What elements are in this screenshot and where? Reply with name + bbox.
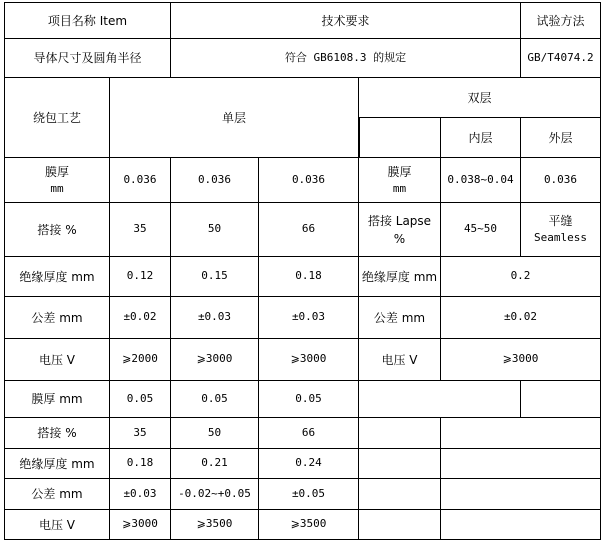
film-label-1-double xyxy=(358,157,441,203)
empty-cell xyxy=(358,509,441,540)
volt-2-c: ⩾3500 xyxy=(258,509,359,540)
overlap-1-outer-en: Seamless xyxy=(534,231,587,245)
overlap-2-a: 35 xyxy=(109,417,171,449)
overlap-1-c: 66 xyxy=(258,202,359,257)
tol-2-b: -0.02~+0.05 xyxy=(170,478,259,510)
overlap-label-2: 搭接 % xyxy=(4,417,110,449)
volt-1-double: ⩾3000 xyxy=(440,338,601,381)
ins-label-2: 绝缘厚度 mm xyxy=(4,448,110,479)
header-requirement: 技术要求 xyxy=(170,2,521,39)
wrapping-label: 绕包工艺 xyxy=(4,77,110,158)
ins-1-a: 0.12 xyxy=(109,256,171,297)
overlap-label-1-double: 搭接 Lapse % xyxy=(358,202,441,257)
header-item-name: 项目名称 Item xyxy=(4,2,171,39)
film-2-a: 0.05 xyxy=(109,380,171,418)
ins-2-c: 0.24 xyxy=(258,448,359,479)
empty-cell xyxy=(358,448,441,479)
double-layer-header: 双层 xyxy=(358,77,601,118)
film-2-c: 0.05 xyxy=(258,380,359,418)
overlap-1-inner: 45~50 xyxy=(440,202,521,257)
tol-2-a: ±0.03 xyxy=(109,478,171,510)
overlap-1-outer-cn: 平缝 xyxy=(548,214,573,229)
single-layer-header: 单层 xyxy=(109,77,359,158)
header-test-method: 试验方法 xyxy=(520,2,601,39)
volt-1-b: ⩾3000 xyxy=(170,338,259,381)
film-label-1 xyxy=(4,157,110,203)
tol-1-b: ±0.03 xyxy=(170,296,259,339)
film-1-a: 0.036 xyxy=(109,157,171,203)
conductor-requirement: 符合 GB6108.3 的规定 xyxy=(170,38,521,78)
conductor-label: 导体尺寸及圆角半径 xyxy=(4,38,171,78)
film-label-2: 膜厚 mm xyxy=(4,380,110,418)
volt-label-2: 电压 V xyxy=(4,509,110,540)
tol-1-c: ±0.03 xyxy=(258,296,359,339)
film-1-inner: 0.038~0.04 xyxy=(440,157,521,203)
tol-label-1-double: 公差 mm xyxy=(358,296,441,339)
film-unit-1: mm xyxy=(50,181,64,195)
ins-1-double: 0.2 xyxy=(440,256,601,297)
overlap-1-outer xyxy=(520,202,601,257)
overlap-1-b: 50 xyxy=(170,202,259,257)
film-1-c: 0.036 xyxy=(258,157,359,203)
overlap-label-1: 搭接 % xyxy=(4,202,110,257)
volt-label-1-double: 电压 V xyxy=(358,338,441,381)
ins-1-b: 0.15 xyxy=(170,256,259,297)
outer-layer-header: 外层 xyxy=(520,117,601,158)
volt-label-1: 电压 V xyxy=(4,338,110,381)
empty-cell xyxy=(440,448,601,479)
tol-label-1: 公差 mm xyxy=(4,296,110,339)
volt-2-b: ⩾3500 xyxy=(170,509,259,540)
overlap-2-b: 50 xyxy=(170,417,259,449)
tol-1-double: ±0.02 xyxy=(440,296,601,339)
film-unit-1-double: mm xyxy=(392,181,407,195)
film-label-1-double-text: 膜厚 xyxy=(387,164,412,179)
empty-cell xyxy=(440,478,601,510)
film-1-outer: 0.036 xyxy=(520,157,601,203)
overlap-1-a: 35 xyxy=(109,202,171,257)
empty-cell xyxy=(440,509,601,540)
empty-cell xyxy=(520,380,601,418)
conductor-method: GB/T4074.2 xyxy=(520,38,601,78)
film-2-b: 0.05 xyxy=(170,380,259,418)
ins-label-1-double: 绝缘厚度 mm xyxy=(358,256,441,297)
overlap-2-c: 66 xyxy=(258,417,359,449)
volt-1-c: ⩾3000 xyxy=(258,338,359,381)
ins-2-b: 0.21 xyxy=(170,448,259,479)
tol-label-2: 公差 mm xyxy=(4,478,110,510)
film-1-b: 0.036 xyxy=(170,157,259,203)
tol-1-a: ±0.02 xyxy=(109,296,171,339)
double-layer-spacer xyxy=(359,118,440,157)
ins-1-c: 0.18 xyxy=(258,256,359,297)
volt-1-a: ⩾2000 xyxy=(109,338,171,381)
tol-2-c: ±0.05 xyxy=(258,478,359,510)
film-label-1-text: 膜厚 xyxy=(44,164,69,179)
empty-cell xyxy=(358,380,521,418)
ins-label-1: 绝缘厚度 mm xyxy=(4,256,110,297)
empty-cell xyxy=(358,417,441,449)
empty-cell xyxy=(358,478,441,510)
empty-cell xyxy=(440,417,601,449)
volt-2-a: ⩾3000 xyxy=(109,509,171,540)
ins-2-a: 0.18 xyxy=(109,448,171,479)
inner-layer-header: 内层 xyxy=(440,117,521,158)
